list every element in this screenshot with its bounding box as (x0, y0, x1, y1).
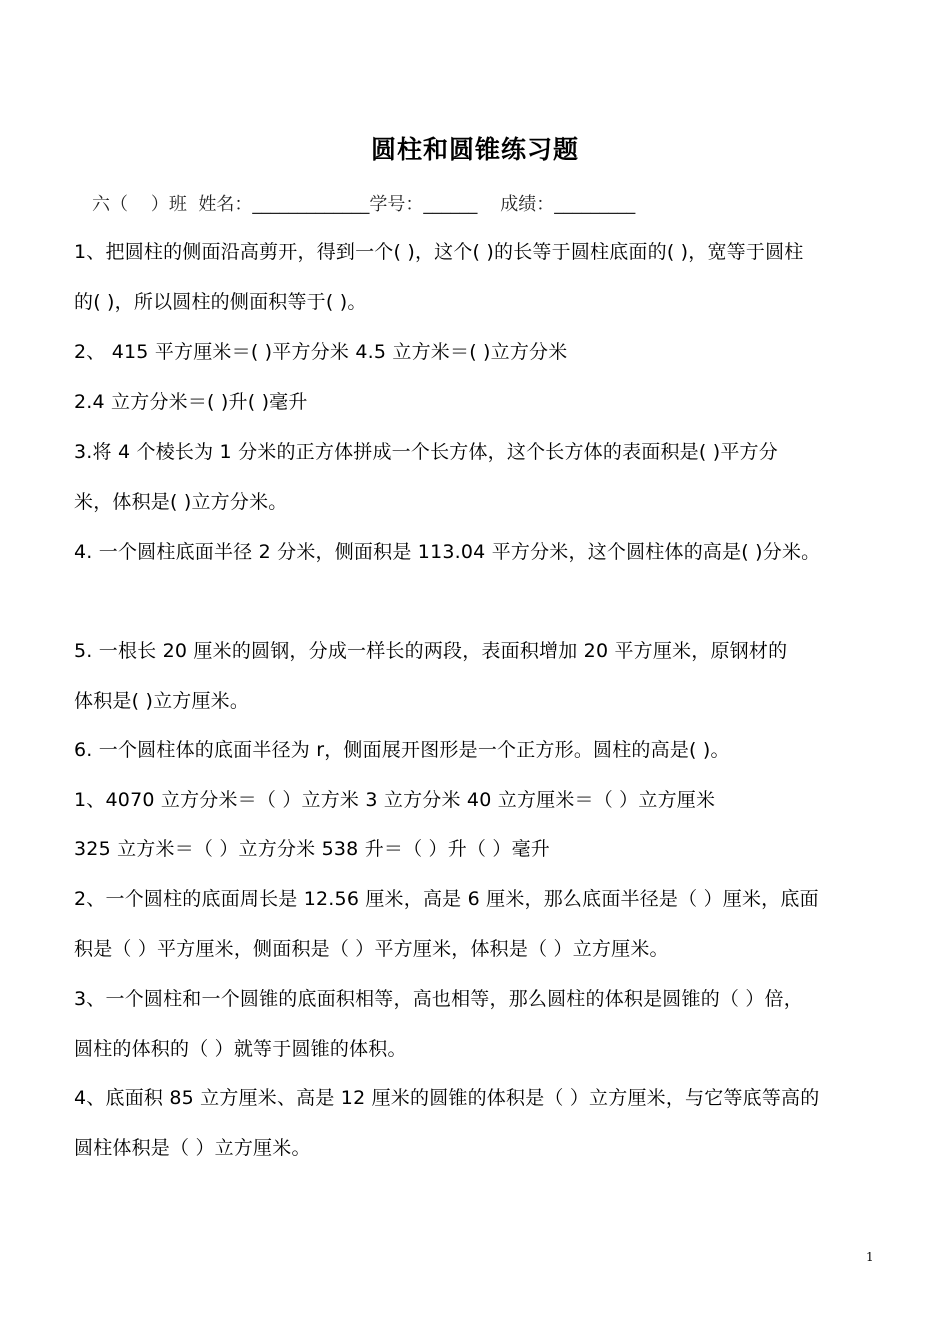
question-line: 4. 一个圆柱底面半径 2 分米，侧面积是 113.04 平方分米，这个圆柱体的高是( )分米。 (74, 541, 821, 563)
question-line: 2.4 立方分米＝( )升( )毫升 (74, 391, 308, 413)
question-line: 325 立方米＝（ ）立方分米 538 升＝（ ）升（ ）毫升 (74, 838, 550, 860)
question-line: 3.将 4 个棱长为 1 分米的正方体拼成一个长方体，这个长方体的表面积是( )平方分 (74, 441, 778, 463)
question-line: 6. 一个圆柱体的底面半径为 r，侧面展开图形是一个正方形。圆柱的高是( )。 (74, 739, 730, 761)
question-line: 圆柱体积是（ ）立方厘米。 (74, 1137, 311, 1159)
question-line: 米，体积是( )立方分米。 (74, 491, 288, 513)
student-info-line: 六（ ）班 姓名：_____________学号：______ 成绩：_________ (92, 194, 636, 215)
document-title: 圆柱和圆锥练习题 (370, 135, 579, 164)
question-line: 圆柱的体积的（ ）就等于圆锥的体积。 (74, 1038, 407, 1060)
question-line: 2、一个圆柱的底面周长是 12.56 厘米，高是 6 厘米，那么底面半径是（ ）厘米，底面 (74, 888, 819, 910)
question-line: 5. 一根长 20 厘米的圆钢，分成一样长的两段，表面积增加 20 平方厘米，原钢材的 (74, 640, 788, 662)
question-line: 1、把圆柱的侧面沿高剪开，得到一个( )，这个( )的长等于圆柱底面的( )，宽等于圆柱 (74, 241, 804, 263)
question-line: 积是（ ）平方厘米，侧面积是（ ）平方厘米，体积是（ ）立方厘米。 (74, 938, 669, 960)
question-line: 4、底面积 85 立方厘米、高是 12 厘米的圆锥的体积是（ ）立方厘米，与它等底等高的 (74, 1087, 820, 1109)
question-line: 1、4070 立方分米＝（ ）立方米 3 立方分米 40 立方厘米＝（ ）立方厘米 (74, 789, 716, 811)
page-number: 1 (866, 1250, 874, 1264)
question-line: 体积是( )立方厘米。 (74, 690, 250, 712)
question-line: 2、 415 平方厘米＝( )平方分米 4.5 立方米＝( )立方分米 (74, 341, 568, 363)
question-line: 3、一个圆柱和一个圆锥的底面积相等，高也相等，那么圆柱的体积是圆锥的（ ）倍， (74, 988, 803, 1010)
question-line: 的( )，所以圆柱的侧面积等于( )。 (74, 291, 367, 313)
